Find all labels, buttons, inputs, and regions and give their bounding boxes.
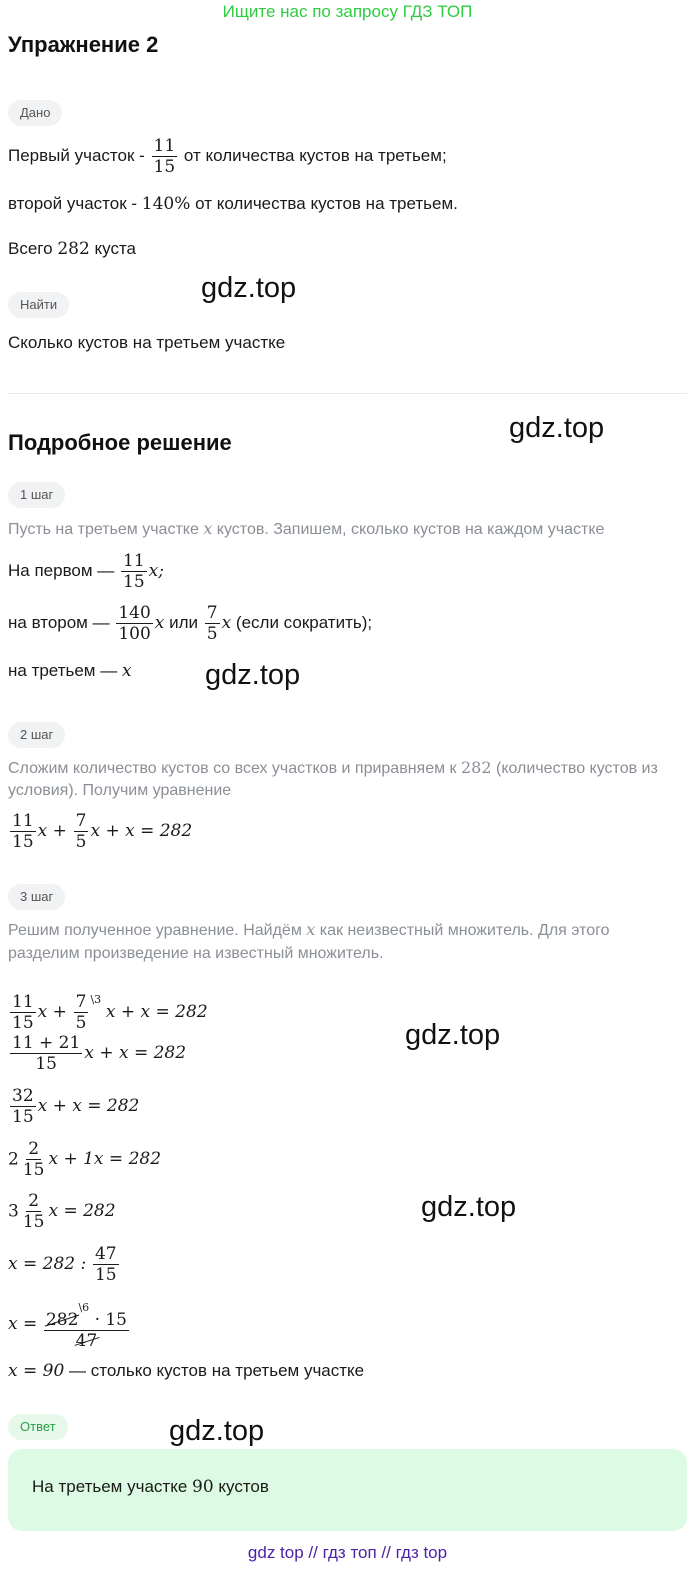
step-3-line-3: $\frac{32}{15}$ x + x = 282 bbox=[12, 1086, 140, 1128]
answer-box bbox=[8, 1449, 687, 1531]
step-3-line-1: $\frac{11}{15}$ x + $\frac{7}{5}$ $^{\backslash 3}$ x + x = 282 bbox=[12, 992, 208, 1034]
given-line-2: второй участок - 140% от количества кустов на третьем. bbox=[8, 194, 458, 214]
watermark: gdz.top bbox=[509, 412, 605, 444]
crossed-47: 47 bbox=[75, 1331, 98, 1351]
step-2-text-line-2: условия). Получим уравнение bbox=[8, 782, 232, 799]
given-percent: 140% bbox=[141, 194, 191, 214]
crossed-282: 282 bbox=[45, 1310, 79, 1330]
step-3-line-7: x = $\frac{282^{\backslash 6} \cdot 15}{47}$ bbox=[8, 1298, 131, 1351]
step-3-line-8: x = 90 — столько кустов на третьем участке bbox=[8, 1361, 365, 1381]
given-line-1 bbox=[8, 134, 447, 178]
step-3-line-4: 2 $\frac{2}{15}$ x + 1x = 282 bbox=[8, 1139, 162, 1181]
step-3-badge: 3 шаг bbox=[8, 884, 65, 910]
find-text: Сколько кустов на третьем участке bbox=[8, 333, 286, 352]
find-badge: Найти bbox=[8, 292, 69, 318]
answer-text: На третьем участке 90 кустов bbox=[32, 1477, 269, 1497]
step-1-badge: 1 шаг bbox=[8, 482, 65, 508]
watermark: gdz.top bbox=[201, 272, 297, 304]
step-3-line-2: $\frac{11 + 21}{15}$ x + x = 282 bbox=[12, 1033, 187, 1075]
watermark: gdz.top bbox=[205, 659, 301, 691]
step-1-intro: Пусть на третьем участке x кустов. Запишем, сколько кустов на каждом участке bbox=[8, 519, 605, 538]
step-3-line-5: 3 $\frac{2}{15}$ x = 282 bbox=[8, 1191, 116, 1233]
solution-title: Подробное решение bbox=[8, 430, 232, 455]
step-2-equation: $\frac{11}{15}$ x + $\frac{7}{5}$ x + x = 282 bbox=[12, 811, 193, 853]
watermark: gdz.top bbox=[421, 1191, 517, 1223]
step-1-first: На первом — $\frac{11}{15}$ x; bbox=[8, 551, 164, 593]
watermark: gdz.top bbox=[169, 1415, 265, 1447]
given-badge: Дано bbox=[8, 100, 62, 126]
step-3-line-6: x = 282 : $\frac{47}{15}$ bbox=[8, 1244, 117, 1286]
step-1-third: на третьем — x bbox=[8, 661, 132, 681]
step-2-text-line-1: Сложим количество кустов со всех участков и приравняем к 282 (количество кустов из bbox=[8, 758, 658, 777]
given-line-3: Всего 282 куста bbox=[8, 239, 136, 259]
top-banner[interactable]: Ищите нас по запросу ГДЗ ТОП bbox=[222, 2, 473, 21]
step-3-text-line-1: Решим полученное уравнение. Найдём x как неизвестный множитель. Для этого bbox=[8, 920, 610, 939]
step-1-second: на втором — $\frac{140}{100}$ x или $\frac{7}{5}$ x (если сократить); bbox=[8, 603, 373, 645]
given-fraction-11-15: $\frac{11}{15}$ bbox=[153, 136, 176, 178]
step-3-text-line-2: разделим произведение на известный множитель. bbox=[8, 945, 384, 962]
watermark: gdz.top bbox=[405, 1019, 501, 1051]
footer-links[interactable]: gdz top // гдз топ // гдз top bbox=[247, 1543, 448, 1562]
step-2-badge: 2 шаг bbox=[8, 722, 65, 748]
answer-badge: Ответ bbox=[8, 1414, 68, 1440]
section-divider bbox=[8, 393, 687, 394]
given-line-1-after: от количества кустов на третьем; bbox=[183, 146, 447, 165]
given-line-1-before: Первый участок - bbox=[8, 146, 145, 165]
exercise-title: Упражнение 2 bbox=[8, 32, 159, 57]
